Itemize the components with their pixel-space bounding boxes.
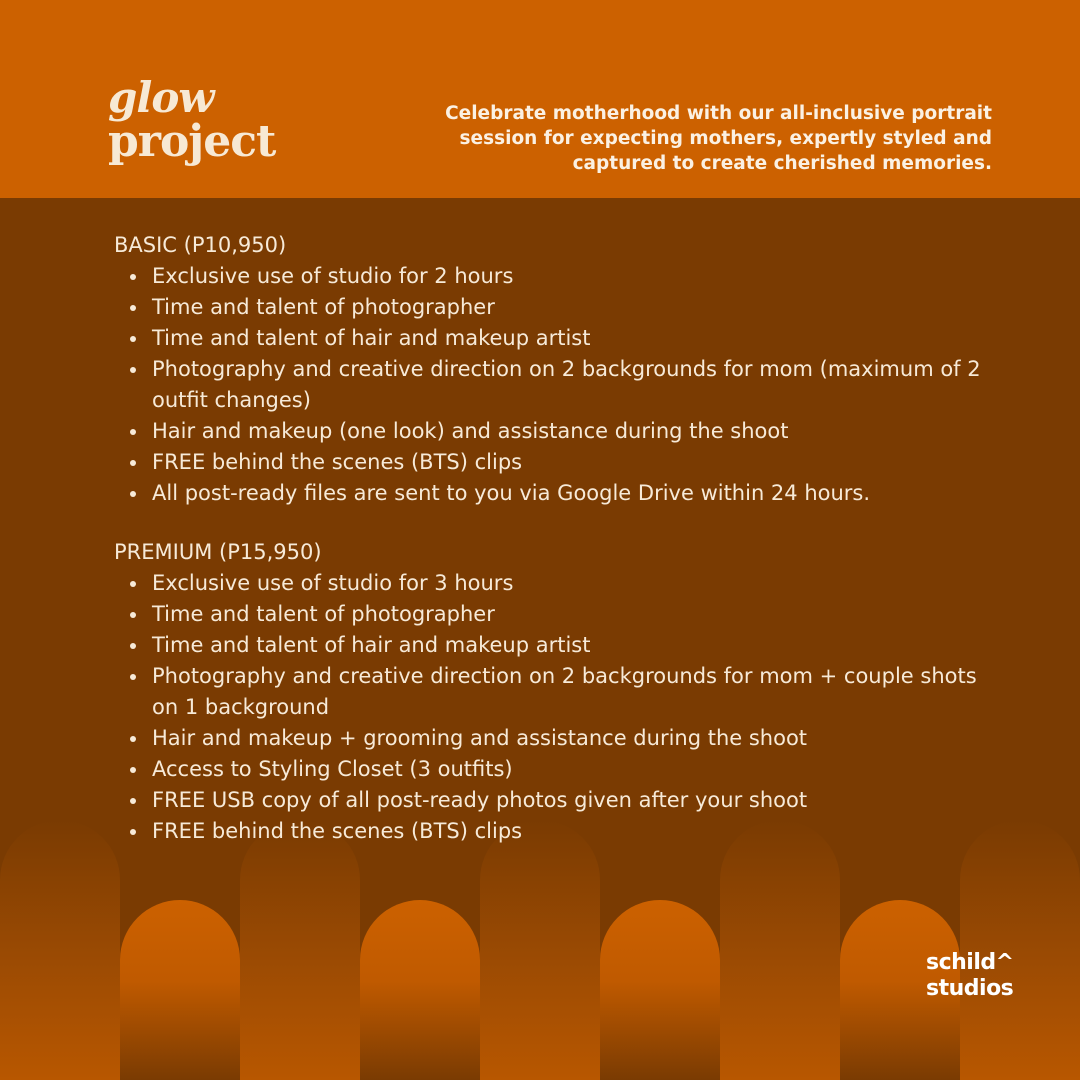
package-title: PREMIUM (P15,950) bbox=[114, 540, 322, 564]
arch-front bbox=[360, 900, 480, 1080]
bullet-icon bbox=[130, 581, 136, 587]
list-item-text: Time and talent of photographer bbox=[152, 295, 495, 319]
bullet-icon bbox=[130, 336, 136, 342]
list-item-text: Photography and creative direction on 2 backgrounds for mom + couple shots on 1 background bbox=[152, 664, 977, 719]
package-items bbox=[114, 261, 994, 509]
bullet-icon bbox=[130, 612, 136, 618]
list-item bbox=[152, 568, 994, 599]
package-title: BASIC (P10,950) bbox=[114, 233, 287, 257]
logo-word-text: project bbox=[108, 116, 276, 167]
header-band bbox=[0, 0, 1080, 198]
list-item bbox=[152, 661, 994, 723]
list-item bbox=[152, 447, 994, 478]
schild-studios-logo bbox=[926, 950, 1014, 1002]
list-item bbox=[152, 599, 994, 630]
bullet-icon bbox=[130, 798, 136, 804]
bullet-icon bbox=[130, 736, 136, 742]
packages-list bbox=[114, 230, 994, 875]
list-item-text: Time and talent of hair and makeup artist bbox=[152, 326, 591, 350]
list-item bbox=[152, 630, 994, 661]
list-item bbox=[152, 323, 994, 354]
list-item bbox=[152, 261, 994, 292]
list-item-text: FREE behind the scenes (BTS) clips bbox=[152, 450, 523, 474]
tagline-line: captured to create cherished memories. bbox=[572, 153, 992, 174]
list-item-text: FREE USB copy of all post-ready photos given after your shoot bbox=[152, 788, 808, 812]
list-item-text: Exclusive use of studio for 2 hours bbox=[152, 264, 514, 288]
list-item bbox=[152, 416, 994, 447]
list-item-text: All post-ready files are sent to you via Google Drive within 24 hours. bbox=[152, 481, 871, 505]
arch-column bbox=[0, 820, 120, 1080]
package-basic bbox=[114, 230, 994, 509]
bullet-icon bbox=[130, 305, 136, 311]
list-item bbox=[152, 478, 994, 509]
bullet-icon bbox=[130, 367, 136, 373]
bullet-icon bbox=[130, 829, 136, 835]
list-item-text: Photography and creative direction on 2 backgrounds for mom (maximum of 2 outfit changes) bbox=[152, 357, 981, 412]
list-item bbox=[152, 754, 994, 785]
list-item-text: Hair and makeup + grooming and assistance during the shoot bbox=[152, 726, 808, 750]
list-item bbox=[152, 785, 994, 816]
bullet-icon bbox=[130, 429, 136, 435]
package-premium bbox=[114, 537, 994, 847]
list-item-text: FREE behind the scenes (BTS) clips bbox=[152, 819, 523, 843]
arch-front bbox=[600, 900, 720, 1080]
bullet-icon bbox=[130, 491, 136, 497]
list-item bbox=[152, 723, 994, 754]
list-item-text: Time and talent of hair and makeup artist bbox=[152, 633, 591, 657]
list-item-text: Time and talent of photographer bbox=[152, 602, 495, 626]
list-item bbox=[152, 354, 994, 416]
package-items bbox=[114, 568, 994, 847]
list-item bbox=[152, 292, 994, 323]
bullet-icon bbox=[130, 460, 136, 466]
brand-line: studios bbox=[926, 976, 1014, 1001]
bullet-icon bbox=[130, 674, 136, 680]
logo-script-text: glow bbox=[108, 73, 214, 122]
arch-front bbox=[120, 900, 240, 1080]
list-item-text: Hair and makeup (one look) and assistance during the shoot bbox=[152, 419, 789, 443]
tagline bbox=[432, 101, 992, 176]
tagline-line: session for expecting mothers, expertly styled and bbox=[459, 128, 992, 149]
tagline-line: Celebrate motherhood with our all-inclusive portrait bbox=[445, 103, 992, 124]
list-item-text: Exclusive use of studio for 3 hours bbox=[152, 571, 514, 595]
bullet-icon bbox=[130, 643, 136, 649]
list-item bbox=[152, 816, 994, 847]
brand-line: schild^ bbox=[926, 950, 1014, 975]
bullet-icon bbox=[130, 274, 136, 280]
glow-project-logo bbox=[108, 73, 276, 167]
list-item-text: Access to Styling Closet (3 outfits) bbox=[152, 757, 513, 781]
bullet-icon bbox=[130, 767, 136, 773]
